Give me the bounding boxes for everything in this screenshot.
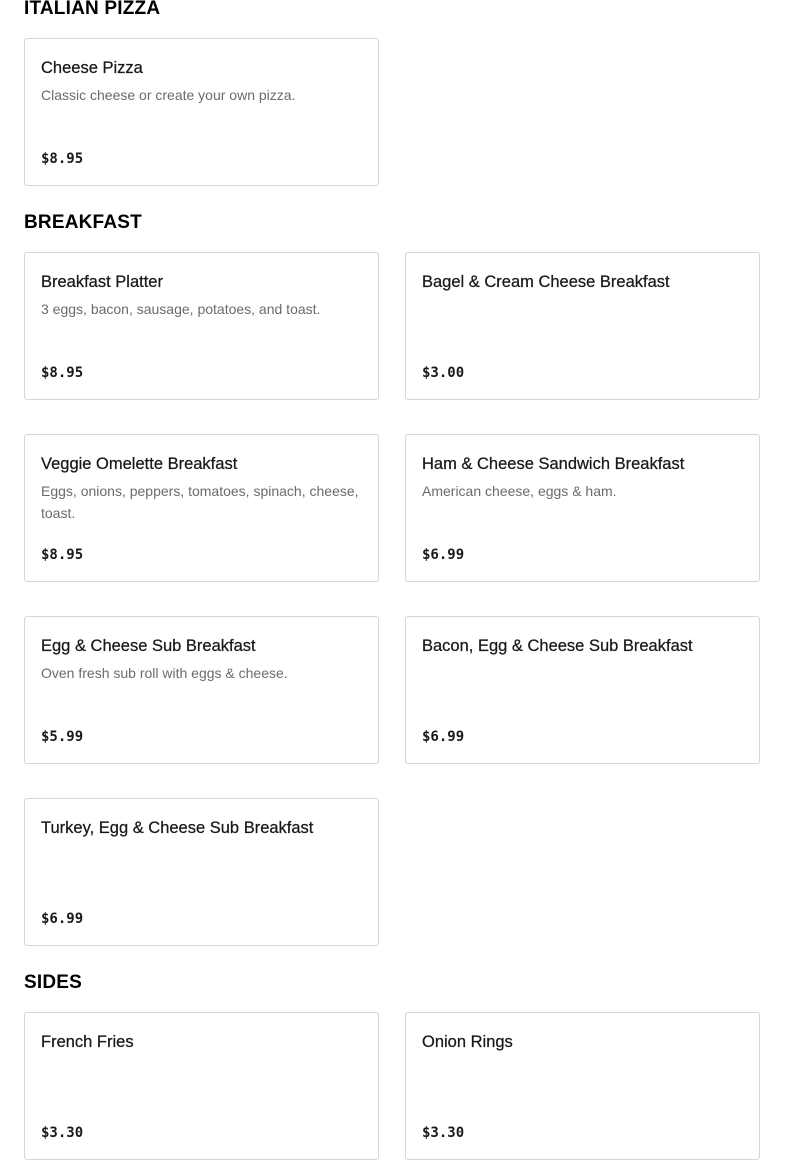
menu-item-name: Bacon, Egg & Cheese Sub Breakfast [422,637,693,655]
menu-item-description: Oven fresh sub roll with eggs & cheese. [41,665,288,681]
menu-item-price: $8.95 [41,365,84,381]
menu-item-price: $6.99 [422,547,465,563]
menu-item-name: Onion Rings [422,1033,513,1051]
section-title-breakfast: BREAKFAST [24,212,142,233]
menu-item-card[interactable] [405,1012,760,1160]
menu-item-name: Bagel & Cream Cheese Breakfast [422,273,670,291]
menu-item-description: American cheese, eggs & ham. [422,483,617,499]
menu-item-price: $8.95 [41,547,84,563]
menu-item-name: Cheese Pizza [41,59,143,77]
menu-item-card[interactable] [24,798,379,946]
menu-item-card[interactable] [24,38,379,186]
section-title-italian-pizza: ITALIAN PIZZA [24,0,161,19]
menu-item-card[interactable] [24,434,379,582]
menu-item-card[interactable] [405,252,760,400]
menu-item-price: $6.99 [422,729,465,745]
menu-item-name: Breakfast Platter [41,273,163,291]
menu-item-price: $3.00 [422,365,465,381]
menu-item-description: 3 eggs, bacon, sausage, potatoes, and toast. [41,301,321,317]
menu-item-name: Ham & Cheese Sandwich Breakfast [422,455,685,473]
menu-item-price: $5.99 [41,729,84,745]
menu-item-card[interactable] [24,616,379,764]
menu-item-price: $3.30 [422,1125,465,1141]
menu-item-price: $6.99 [41,911,84,927]
menu-item-card[interactable] [405,616,760,764]
menu-item-card[interactable] [24,1012,379,1160]
menu-item-description: Classic cheese or create your own pizza. [41,87,296,103]
menu-item-price: $8.95 [41,151,84,167]
menu-item-card[interactable] [24,252,379,400]
section-title-sides: SIDES [24,972,83,993]
menu-item-description: Eggs, onions, peppers, tomatoes, spinach, cheese, toast. [41,483,359,521]
menu-item-card[interactable] [405,434,760,582]
menu-item-name: French Fries [41,1033,134,1051]
menu-item-name: Turkey, Egg & Cheese Sub Breakfast [41,819,314,837]
menu-item-name: Egg & Cheese Sub Breakfast [41,637,256,655]
menu-item-name: Veggie Omelette Breakfast [41,455,238,473]
menu-item-price: $3.30 [41,1125,84,1141]
